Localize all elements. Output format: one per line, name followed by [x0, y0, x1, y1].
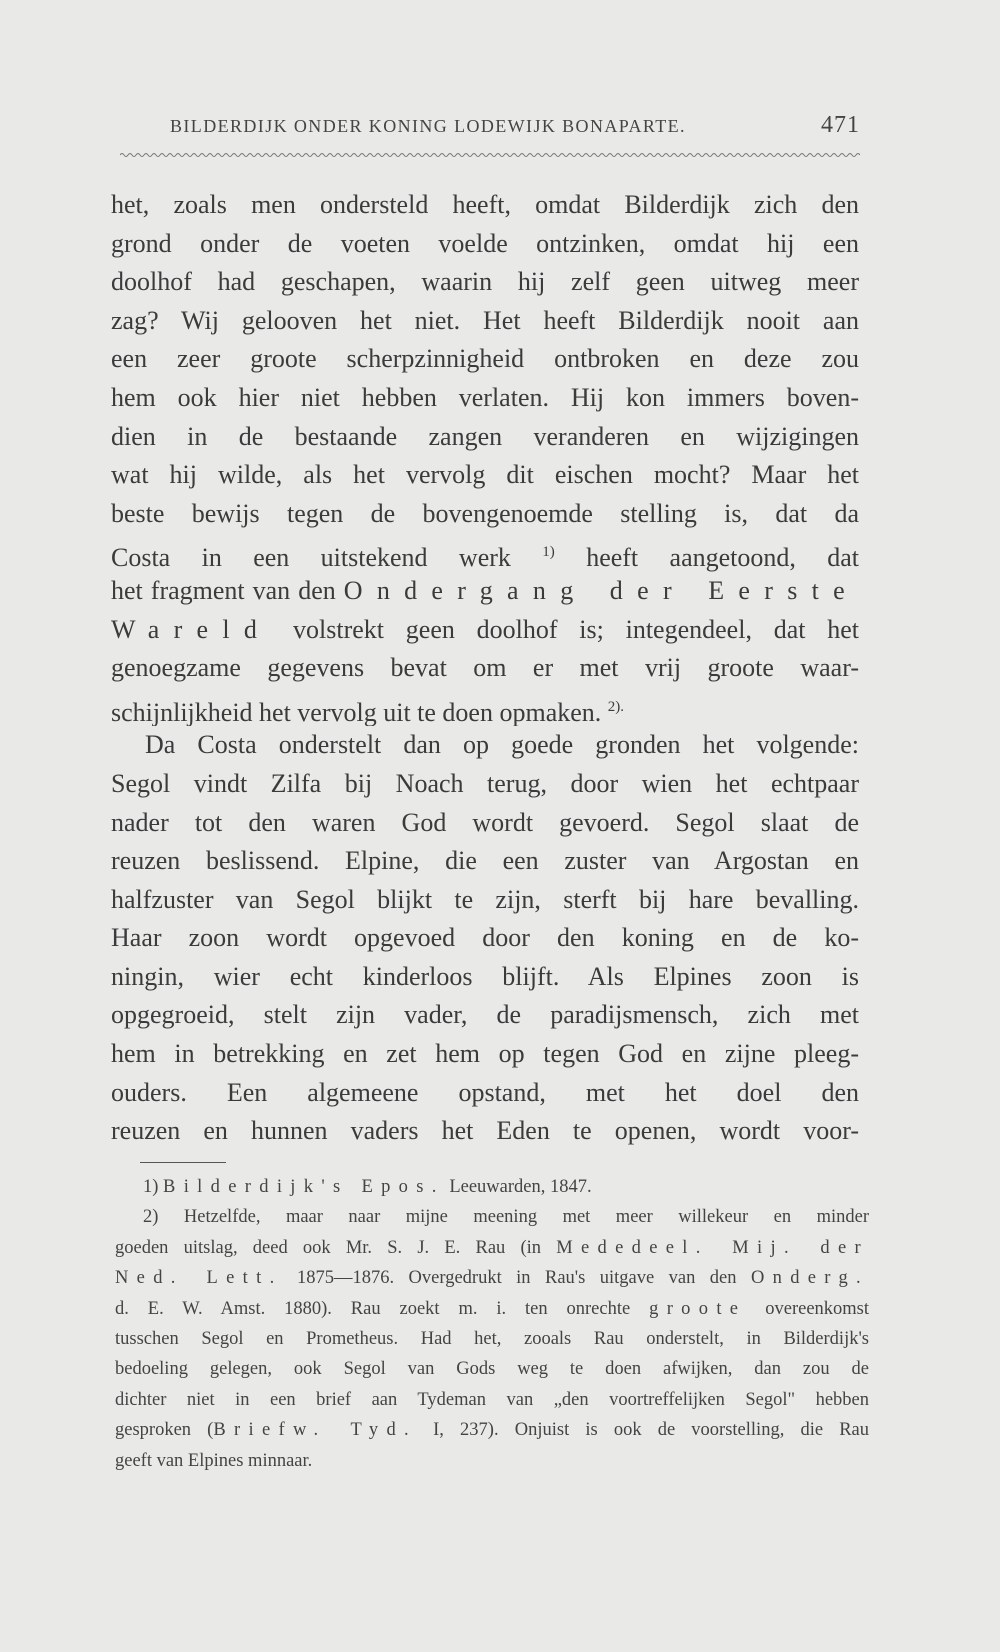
text-segment: schijnlijkheid het vervolg uit te doen opmaken. [111, 697, 602, 727]
decorative-wavy-rule [120, 150, 860, 160]
spaced-title: Ondergang der Eerste [343, 575, 859, 605]
text-line: hem ook hier niet hebben verlaten. Hij kon immers boven- [111, 382, 859, 412]
footnote-spaced-title: Briefw. Tyd. [213, 1420, 417, 1441]
text-line [111, 611, 859, 650]
footnote-spaced-title: Mededeel. Mij. der [556, 1237, 869, 1258]
text-segment: heeft aangetoond, dat [586, 543, 859, 572]
footnote-text: 1875—1876. Overgedrukt in Rau's uitgave van den [297, 1268, 737, 1289]
footnote-2-line [115, 1263, 869, 1293]
text-line: ningin, wier echt kinderloos blijft. Als Elpines zoon is [111, 961, 859, 991]
running-title: BILDERDIJK ONDER KONING LODEWIJK BONAPARTE. [170, 116, 686, 136]
text-line [111, 688, 859, 727]
footnote-spaced-title: groote [649, 1298, 747, 1319]
text-line [111, 572, 859, 611]
footnote-text: Leeuwarden, 1847. [449, 1177, 592, 1197]
text-line: Segol vindt Zilfa bij Noach terug, door wien het echtpaar [111, 768, 859, 798]
footnote-2-line [115, 1415, 869, 1445]
footnote-text: goeden uitslag, deed ook Mr. S. J. E. Rau (in [115, 1237, 542, 1258]
text-line: grond onder de voeten voelde ontzinken, omdat hij een [111, 228, 859, 258]
text-line: halfzuster van Segol blijkt te zijn, sterft bij hare bevalling. [111, 884, 859, 914]
footnote-2-line: tusschen Segol en Prometheus. Had het, zooals Rau onderstelt, in Bilderdijk's [115, 1328, 869, 1349]
text-line: een zeer groote scherpzinnigheid ontbroken en deze zou [111, 344, 859, 374]
text-line: nader tot den waren God wordt gevoerd. Segol slaat de [111, 807, 859, 837]
footnote-spaced-title: Onderg. [750, 1268, 869, 1289]
footnote-2-line: dichter niet in een brief aan Tydeman van „den voortreffelijken Segol" hebben [115, 1389, 869, 1410]
footnote-marker: 1) [143, 1177, 159, 1197]
footnote-2-line [115, 1294, 869, 1324]
text-line [111, 533, 859, 572]
text-segment: Costa in een uitstekend werk [111, 543, 511, 572]
footnote-marker: 2) [143, 1207, 159, 1228]
footnote-divider [140, 1162, 226, 1163]
footnote-text: gesproken ( [115, 1420, 214, 1441]
text-line: reuzen en hunnen vaders het Eden te openen, wordt voor- [111, 1116, 859, 1146]
text-line: ouders. Een algemeene opstand, met het doel den [111, 1077, 859, 1107]
footnote-1 [115, 1172, 869, 1202]
footnote-2-line [115, 1202, 869, 1232]
text-line: hem in betrekking en zet hem op tegen God en zijne pleeg- [111, 1039, 859, 1069]
text-line: beste bewijs tegen de bovengenoemde stelling is, dat da [111, 498, 859, 528]
text-line: genoegzame gegevens bevat om er met vrij groote waar- [111, 653, 859, 683]
footnote-spaced-title: Ned. Lett. [115, 1268, 283, 1289]
text-line: Haar zoon wordt opgevoed door den koning en de ko- [111, 923, 859, 953]
text-line: zag? Wij gelooven het niet. Het heeft Bilderdijk nooit aan [111, 305, 859, 335]
text-line: doolhof had geschapen, waarin hij zelf geen uitweg meer [111, 267, 859, 297]
footnote-spaced-title: Bilderdijk's Epos. [163, 1177, 445, 1197]
text-line: het, zoals men ondersteld heeft, omdat Bilderdijk zich den [111, 190, 859, 219]
footnote-ref: 1) [542, 544, 555, 561]
running-head [170, 112, 860, 139]
footnote-text: I, 237). Onjuist is ook de voorstelling, die Rau [433, 1420, 869, 1441]
footnote-2-line [115, 1233, 869, 1263]
footnote-text: overeenkomst [765, 1298, 869, 1319]
text-line: Da Costa onderstelt dan op goede gronden het volgende: [145, 730, 859, 760]
footnote-2-line: geeft van Elpines minnaar. [115, 1450, 313, 1471]
footnote-text: Hetzelfde, maar naar mijne meening met meer willekeur en minder [183, 1207, 869, 1228]
text-line: dien in de bestaande zangen veranderen en wijzigingen [111, 421, 859, 451]
footnotes [115, 1172, 869, 1476]
page-number: 471 [821, 112, 860, 138]
text-line: opgegroeid, stelt zijn vader, de paradijsmensch, zich met [111, 1000, 859, 1030]
footnote-text: d. E. W. Amst. 1880). Rau zoekt m. i. ten onrechte [115, 1298, 631, 1319]
spaced-title: Wareld [111, 614, 272, 644]
text-line: wat hij wilde, als het vervolg dit eischen mocht? Maar het [111, 460, 859, 490]
footnote-ref: 2). [607, 698, 625, 715]
main-text [111, 186, 859, 1151]
text-segment: het fragment van den [111, 575, 336, 605]
footnote-2-line: bedoeling gelegen, ook Segol van Gods weg te doen afwijken, dan zou de [115, 1359, 869, 1380]
text-line: reuzen beslissend. Elpine, die een zuster van Argostan en [111, 846, 859, 876]
text-segment: volstrekt geen doolhof is; integendeel, dat het [293, 614, 859, 644]
